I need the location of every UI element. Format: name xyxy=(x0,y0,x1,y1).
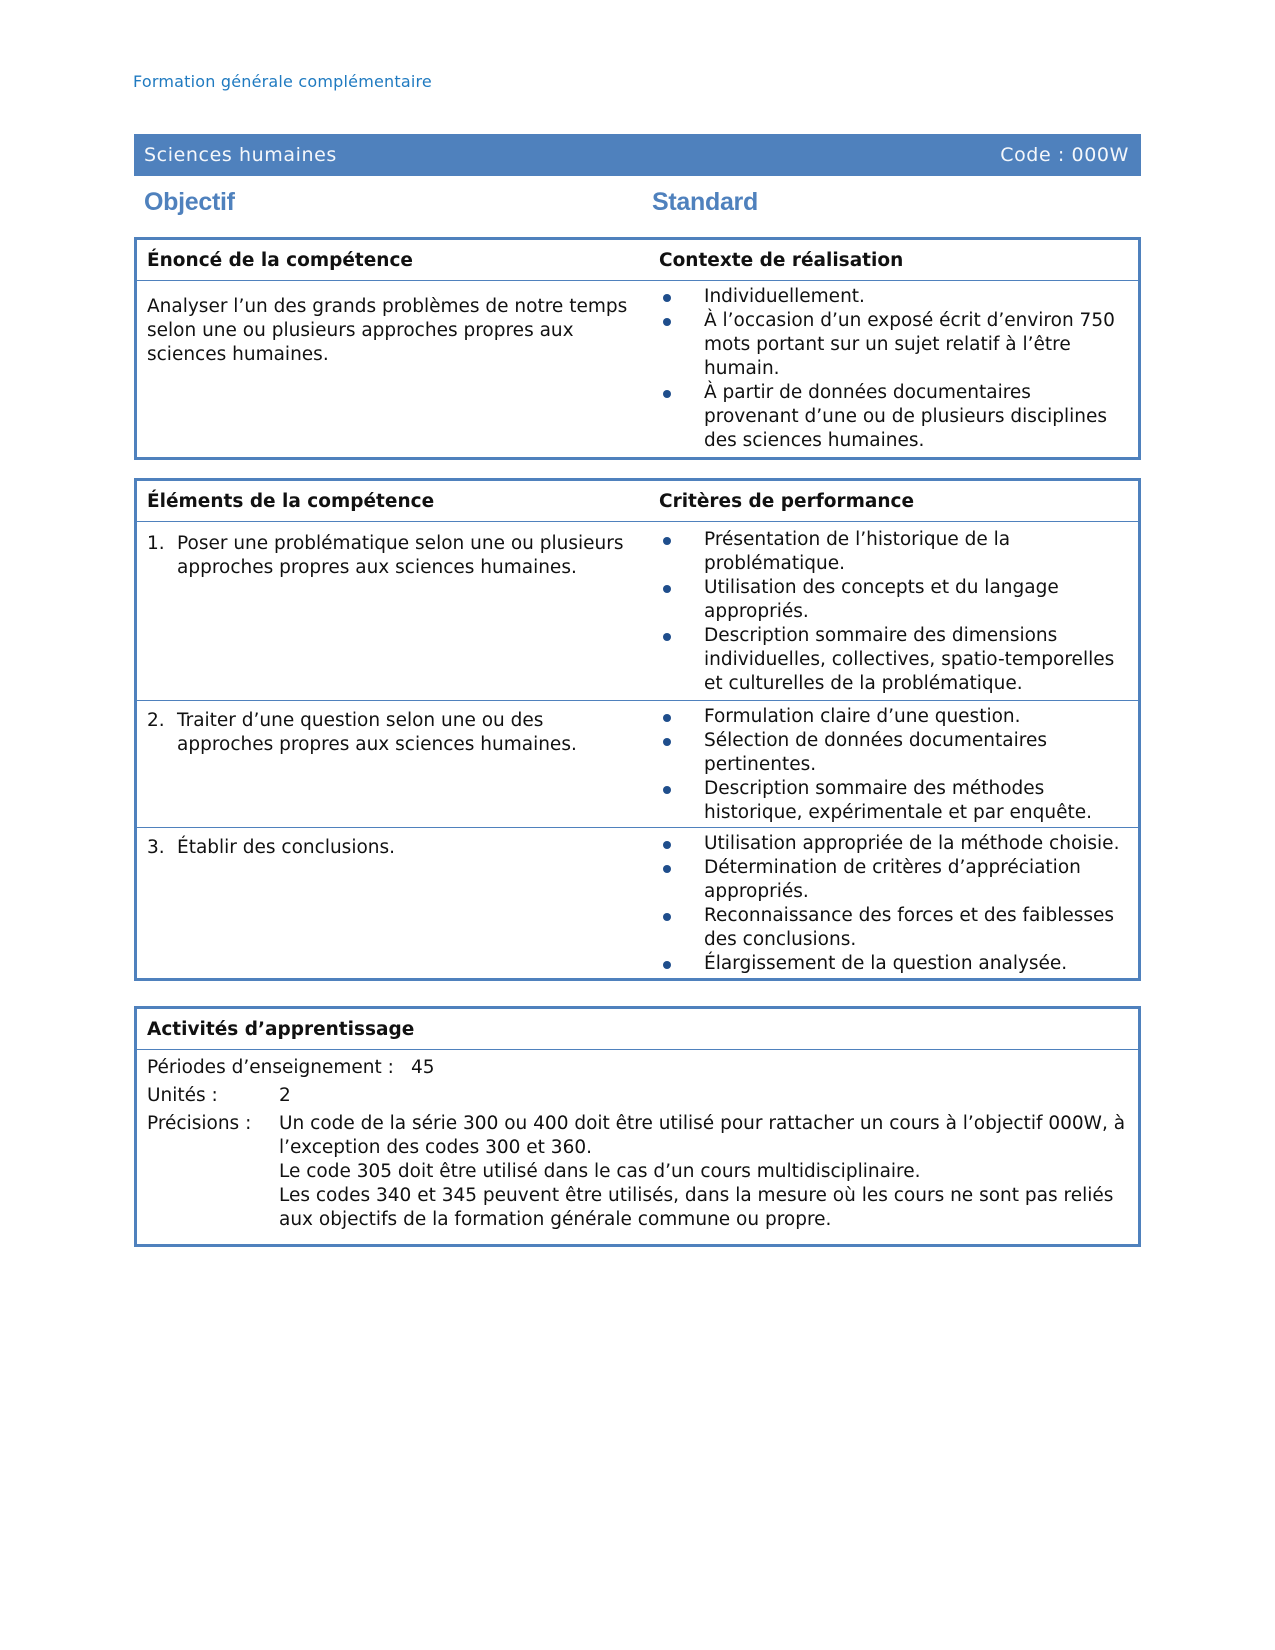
table-row xyxy=(137,828,1138,979)
bullet-icon xyxy=(663,714,671,722)
list-item: Reconnaissance des forces et des faiblesses des conclusions. xyxy=(659,904,1128,952)
list-item: À partir de données documentaires provenant d’une ou de plusieurs disciplines des sciences humaines. xyxy=(659,381,1128,453)
course-code: Code : 000W xyxy=(1000,144,1129,166)
elements-box xyxy=(134,478,1141,981)
criteres-cell xyxy=(649,522,1138,701)
precision-line: Le code 305 doit être utilisé dans le cas d’un cours multidisciplinaire. xyxy=(279,1161,921,1182)
bullet-icon xyxy=(663,786,671,794)
periodes-value: 45 xyxy=(411,1057,435,1078)
precision-line: Un code de la série 300 ou 400 doit être utilisé pour rattacher un cours à l’objectif 000W, à l’exception des codes 300 et 360. xyxy=(279,1113,1126,1158)
bullet-icon xyxy=(663,294,671,302)
criteres-cell xyxy=(649,828,1138,979)
list-item: Détermination de critères d’appréciation appropriés. xyxy=(659,856,1128,904)
criteres-header: Critères de performance xyxy=(649,481,1138,522)
competence-box xyxy=(134,237,1141,460)
precisions-label: Précisions : xyxy=(147,1113,252,1134)
course-title: Sciences humaines xyxy=(144,144,337,166)
list-item: Utilisation des concepts et du langage appropriés. xyxy=(659,576,1128,624)
section-standard: Standard xyxy=(652,188,758,216)
unites-label: Unités : xyxy=(147,1085,218,1106)
unites-value: 2 xyxy=(279,1085,291,1106)
periodes-label: Périodes d’enseignement : xyxy=(147,1057,394,1078)
list-item: Présentation de l’historique de la problématique. xyxy=(659,528,1128,576)
unites-row xyxy=(147,1084,1128,1108)
enonce-text: Analyser l’un des grands problèmes de notre temps selon une ou plusieurs approches propres aux sciences humaines. xyxy=(147,296,628,365)
table-row xyxy=(137,522,1138,701)
contexte-list-cell xyxy=(649,281,1138,458)
bullet-icon xyxy=(663,738,671,746)
bullet-icon xyxy=(663,841,671,849)
criteres-cell xyxy=(649,701,1138,828)
elements-header: Éléments de la compétence xyxy=(137,481,649,522)
list-item: Description sommaire des méthodes historique, expérimentale et par enquête. xyxy=(659,777,1128,825)
precisions-row xyxy=(147,1112,1128,1232)
bullet-icon xyxy=(663,961,671,969)
competence-table xyxy=(137,240,1138,457)
title-bar xyxy=(134,134,1141,176)
table-row xyxy=(137,701,1138,828)
contexte-list xyxy=(659,285,1128,453)
element-text: Traiter d’une question selon une ou des approches propres aux sciences humaines. xyxy=(177,710,577,755)
list-item: À l’occasion d’un exposé écrit d’environ 750 mots portant sur un sujet relatif à l’être humain. xyxy=(659,309,1128,381)
element-cell: 1. Poser une problématique selon une ou plusieurs approches propres aux sciences humaines. xyxy=(137,522,649,701)
element-cell: 3. Établir des conclusions. xyxy=(137,828,649,979)
activites-header: Activités d’apprentissage xyxy=(137,1009,1138,1050)
activites-box xyxy=(134,1006,1141,1247)
contexte-header: Contexte de réalisation xyxy=(649,240,1138,281)
list-item: Description sommaire des dimensions individuelles, collectives, spatio-temporelles et culturelles de la problématique. xyxy=(659,624,1128,696)
criteres-list xyxy=(659,832,1128,976)
bullet-icon xyxy=(663,913,671,921)
bullet-icon xyxy=(663,537,671,545)
criteres-list xyxy=(659,528,1128,696)
list-item: Élargissement de la question analysée. xyxy=(659,952,1128,976)
activites-table xyxy=(137,1009,1138,1050)
element-text: Établir des conclusions. xyxy=(177,837,396,858)
activites-body xyxy=(137,1050,1138,1244)
element-cell: 2. Traiter d’une question selon une ou des approches propres aux sciences humaines. xyxy=(137,701,649,828)
criteres-list xyxy=(659,705,1128,825)
periodes-row xyxy=(147,1056,1128,1080)
list-item: Individuellement. xyxy=(659,285,1128,309)
bullet-icon xyxy=(663,318,671,326)
element-text: Poser une problématique selon une ou plusieurs approches propres aux sciences humaines. xyxy=(177,533,624,578)
elements-table xyxy=(137,481,1138,978)
list-item: Formulation claire d’une question. xyxy=(659,705,1128,729)
precisions-text xyxy=(279,1112,1128,1232)
precision-line: Les codes 340 et 345 peuvent être utilisés, dans la mesure où les cours ne sont pas reliés aux objectifs de la formation générale commune ou propre. xyxy=(279,1185,1114,1230)
bullet-icon xyxy=(663,633,671,641)
running-head: Formation générale complémentaire xyxy=(133,72,432,91)
bullet-icon xyxy=(663,585,671,593)
bullet-icon xyxy=(663,865,671,873)
section-objectif: Objectif xyxy=(144,188,235,216)
list-item: Utilisation appropriée de la méthode choisie. xyxy=(659,832,1128,856)
list-item: Sélection de données documentaires pertinentes. xyxy=(659,729,1128,777)
bullet-icon xyxy=(663,390,671,398)
section-labels xyxy=(0,188,1275,228)
enonce-header: Énoncé de la compétence xyxy=(137,240,649,281)
